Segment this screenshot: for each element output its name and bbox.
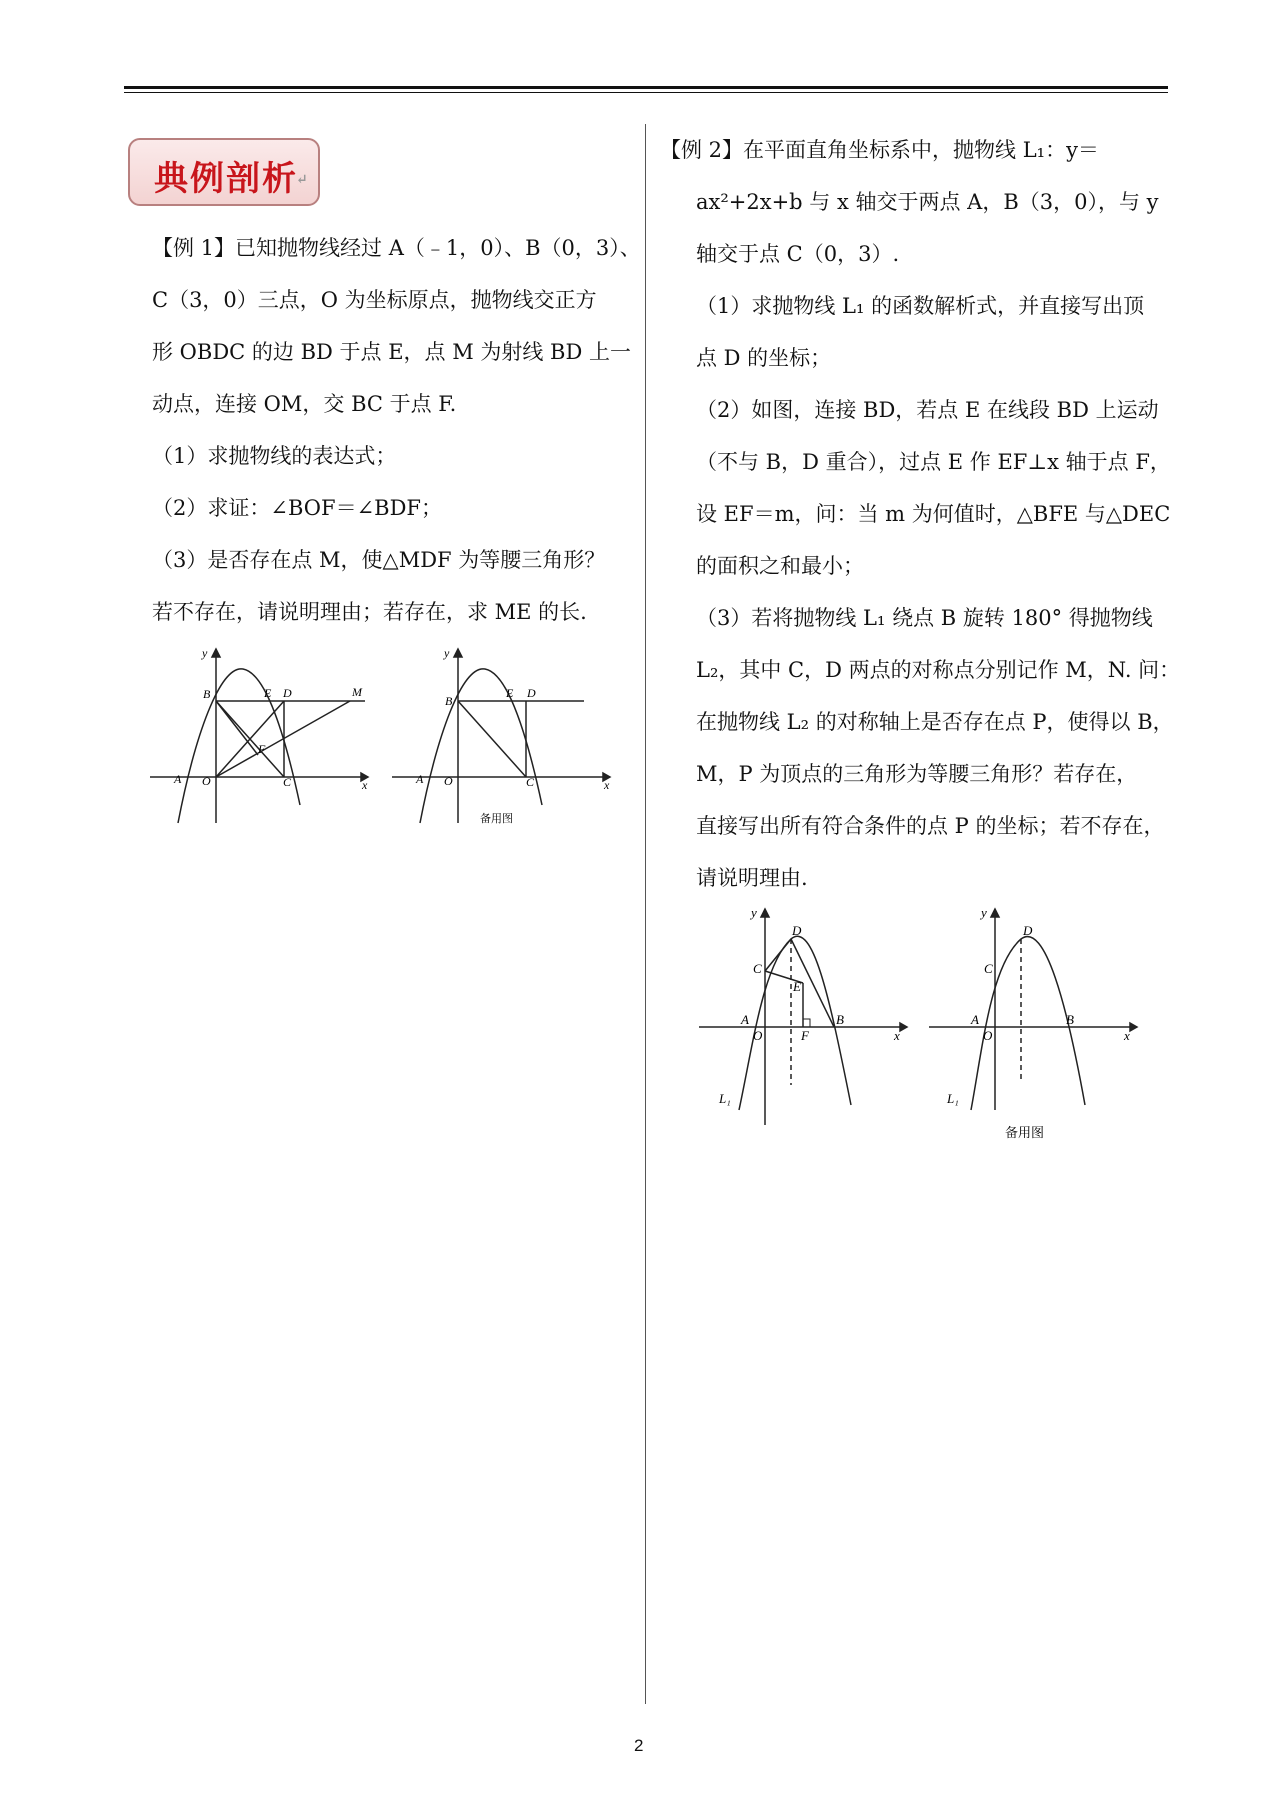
- fig1-label-M: M: [352, 685, 362, 699]
- ex2-line-2: ax²+2x+b 与 x 轴交于两点 A，B（3，0），与 y: [696, 190, 1159, 214]
- fig1b-label-D: D: [527, 686, 536, 700]
- fig1b-label-O: O: [444, 774, 453, 788]
- ex1-line-3: 形 OBDC 的边 BD 于点 E，点 M 为射线 BD 上一: [152, 340, 631, 364]
- fig2b-label-A: A: [971, 1012, 979, 1027]
- ex2-question-2b: （不与 B，D 重合），过点 E 作 EF⊥x 轴于点 F，: [696, 450, 1171, 474]
- ex1-question-1: （1）求抛物线的表达式；: [152, 444, 397, 468]
- fig2-label-L1: L₁: [719, 1091, 731, 1106]
- ex2-line-3: 轴交于点 C（0，3）.: [696, 242, 900, 266]
- ex1-line-4: 动点，连接 OM，交 BC 于点 F.: [152, 392, 457, 416]
- ex2-question-1b: 点 D 的坐标；: [696, 346, 832, 370]
- fig2-label-E: E: [793, 979, 801, 994]
- fig2-label-F: F: [801, 1028, 809, 1043]
- fig2b-label-O: O: [983, 1028, 993, 1043]
- header-rule-thick: [124, 86, 1168, 89]
- ex1-question-2: （2）求证：∠BOF＝∠BDF；: [152, 496, 443, 520]
- fig2-label-D: D: [792, 923, 802, 938]
- ex2-question-2a: （2）如图，连接 BD，若点 E 在线段 BD 上运动: [696, 398, 1159, 422]
- fig2b-label-y: y: [981, 905, 987, 920]
- ex2-question-3c: 在抛物线 L₂ 的对称轴上是否存在点 P，使得以 B，: [696, 710, 1174, 734]
- fig2b-label-C: C: [984, 961, 993, 976]
- column-divider: [645, 124, 646, 1704]
- fig1b-label-A: A: [416, 772, 424, 786]
- fig2-label-x: x: [894, 1028, 900, 1043]
- ex1-line-1: 【例 1】已知抛物线经过 A（﹣1，0）、B（0，3）、: [152, 236, 641, 260]
- ex2-question-3a: （3）若将抛物线 L₁ 绕点 B 旋转 180° 得抛物线: [696, 606, 1153, 630]
- ex2-line-1: 【例 2】在平面直角坐标系中，抛物线 L₁：y＝: [660, 138, 1099, 162]
- fig2b-label-D: D: [1023, 923, 1033, 938]
- ex1-line-2: C（3，0）三点，O 为坐标原点，抛物线交正方: [152, 288, 597, 312]
- fig1-label-D: D: [283, 686, 292, 700]
- fig1-label-C: C: [283, 775, 292, 789]
- ex1-figure-spare: [392, 645, 622, 830]
- fig1-label-O: O: [202, 774, 211, 788]
- ex2-question-2d: 的面积之和最小；: [696, 554, 864, 578]
- ex2-question-3d: M，P 为顶点的三角形为等腰三角形？若存在，: [696, 762, 1138, 786]
- ex2-question-1a: （1）求抛物线 L₁ 的函数解析式，并直接写出顶: [696, 294, 1145, 318]
- return-mark: ↵: [296, 172, 310, 188]
- fig2-label-y: y: [751, 905, 757, 920]
- fig1-label-E: E: [264, 686, 272, 700]
- fig2-label-C: C: [753, 961, 762, 976]
- fig1-label-x: x: [362, 778, 368, 792]
- ex2-question-2c: 设 EF＝m，问：当 m 为何值时，△BFE 与△DEC: [696, 502, 1171, 526]
- fig1-label-B: B: [203, 687, 211, 701]
- ex2-figure: [695, 905, 915, 1125]
- fig1b-caption: 备用图: [480, 813, 513, 825]
- fig2-label-B: B: [836, 1012, 844, 1027]
- fig1-label-y: y: [202, 646, 208, 660]
- ex2-question-3f: 请说明理由.: [696, 866, 808, 890]
- ex2-question-3e: 直接写出所有符合条件的点 P 的坐标；若不存在，: [696, 814, 1165, 838]
- fig1-label-A: A: [174, 772, 182, 786]
- fig2b-caption: 备用图: [1005, 1125, 1045, 1140]
- ex1-question-3a: （3）是否存在点 M，使△MDF 为等腰三角形？: [152, 548, 606, 572]
- fig1b-label-C: C: [526, 775, 535, 789]
- fig2b-label-B: B: [1066, 1012, 1074, 1027]
- fig2b-label-x: x: [1124, 1028, 1130, 1043]
- section-badge-title: 典例剖析: [154, 159, 298, 199]
- section-badge: [128, 138, 320, 206]
- fig2b-label-L1: L₁: [947, 1091, 959, 1106]
- ex2-figure-spare: [925, 905, 1145, 1150]
- page-number: 2: [634, 1736, 644, 1755]
- fig2-label-A: A: [741, 1012, 749, 1027]
- fig1b-label-y: y: [444, 646, 450, 660]
- ex1-figure: [150, 645, 380, 825]
- ex1-question-3b: 若不存在，请说明理由；若存在，求 ME 的长.: [152, 600, 587, 624]
- fig1b-label-E: E: [506, 686, 514, 700]
- fig1b-label-B: B: [445, 694, 453, 708]
- ex2-question-3b: L₂，其中 C，D 两点的对称点分别记作 M，N. 问：: [696, 658, 1181, 682]
- fig1-label-F: F: [258, 742, 266, 756]
- fig2-label-O: O: [753, 1028, 763, 1043]
- fig1b-label-x: x: [604, 778, 610, 792]
- header-rule-thin: [124, 92, 1168, 93]
